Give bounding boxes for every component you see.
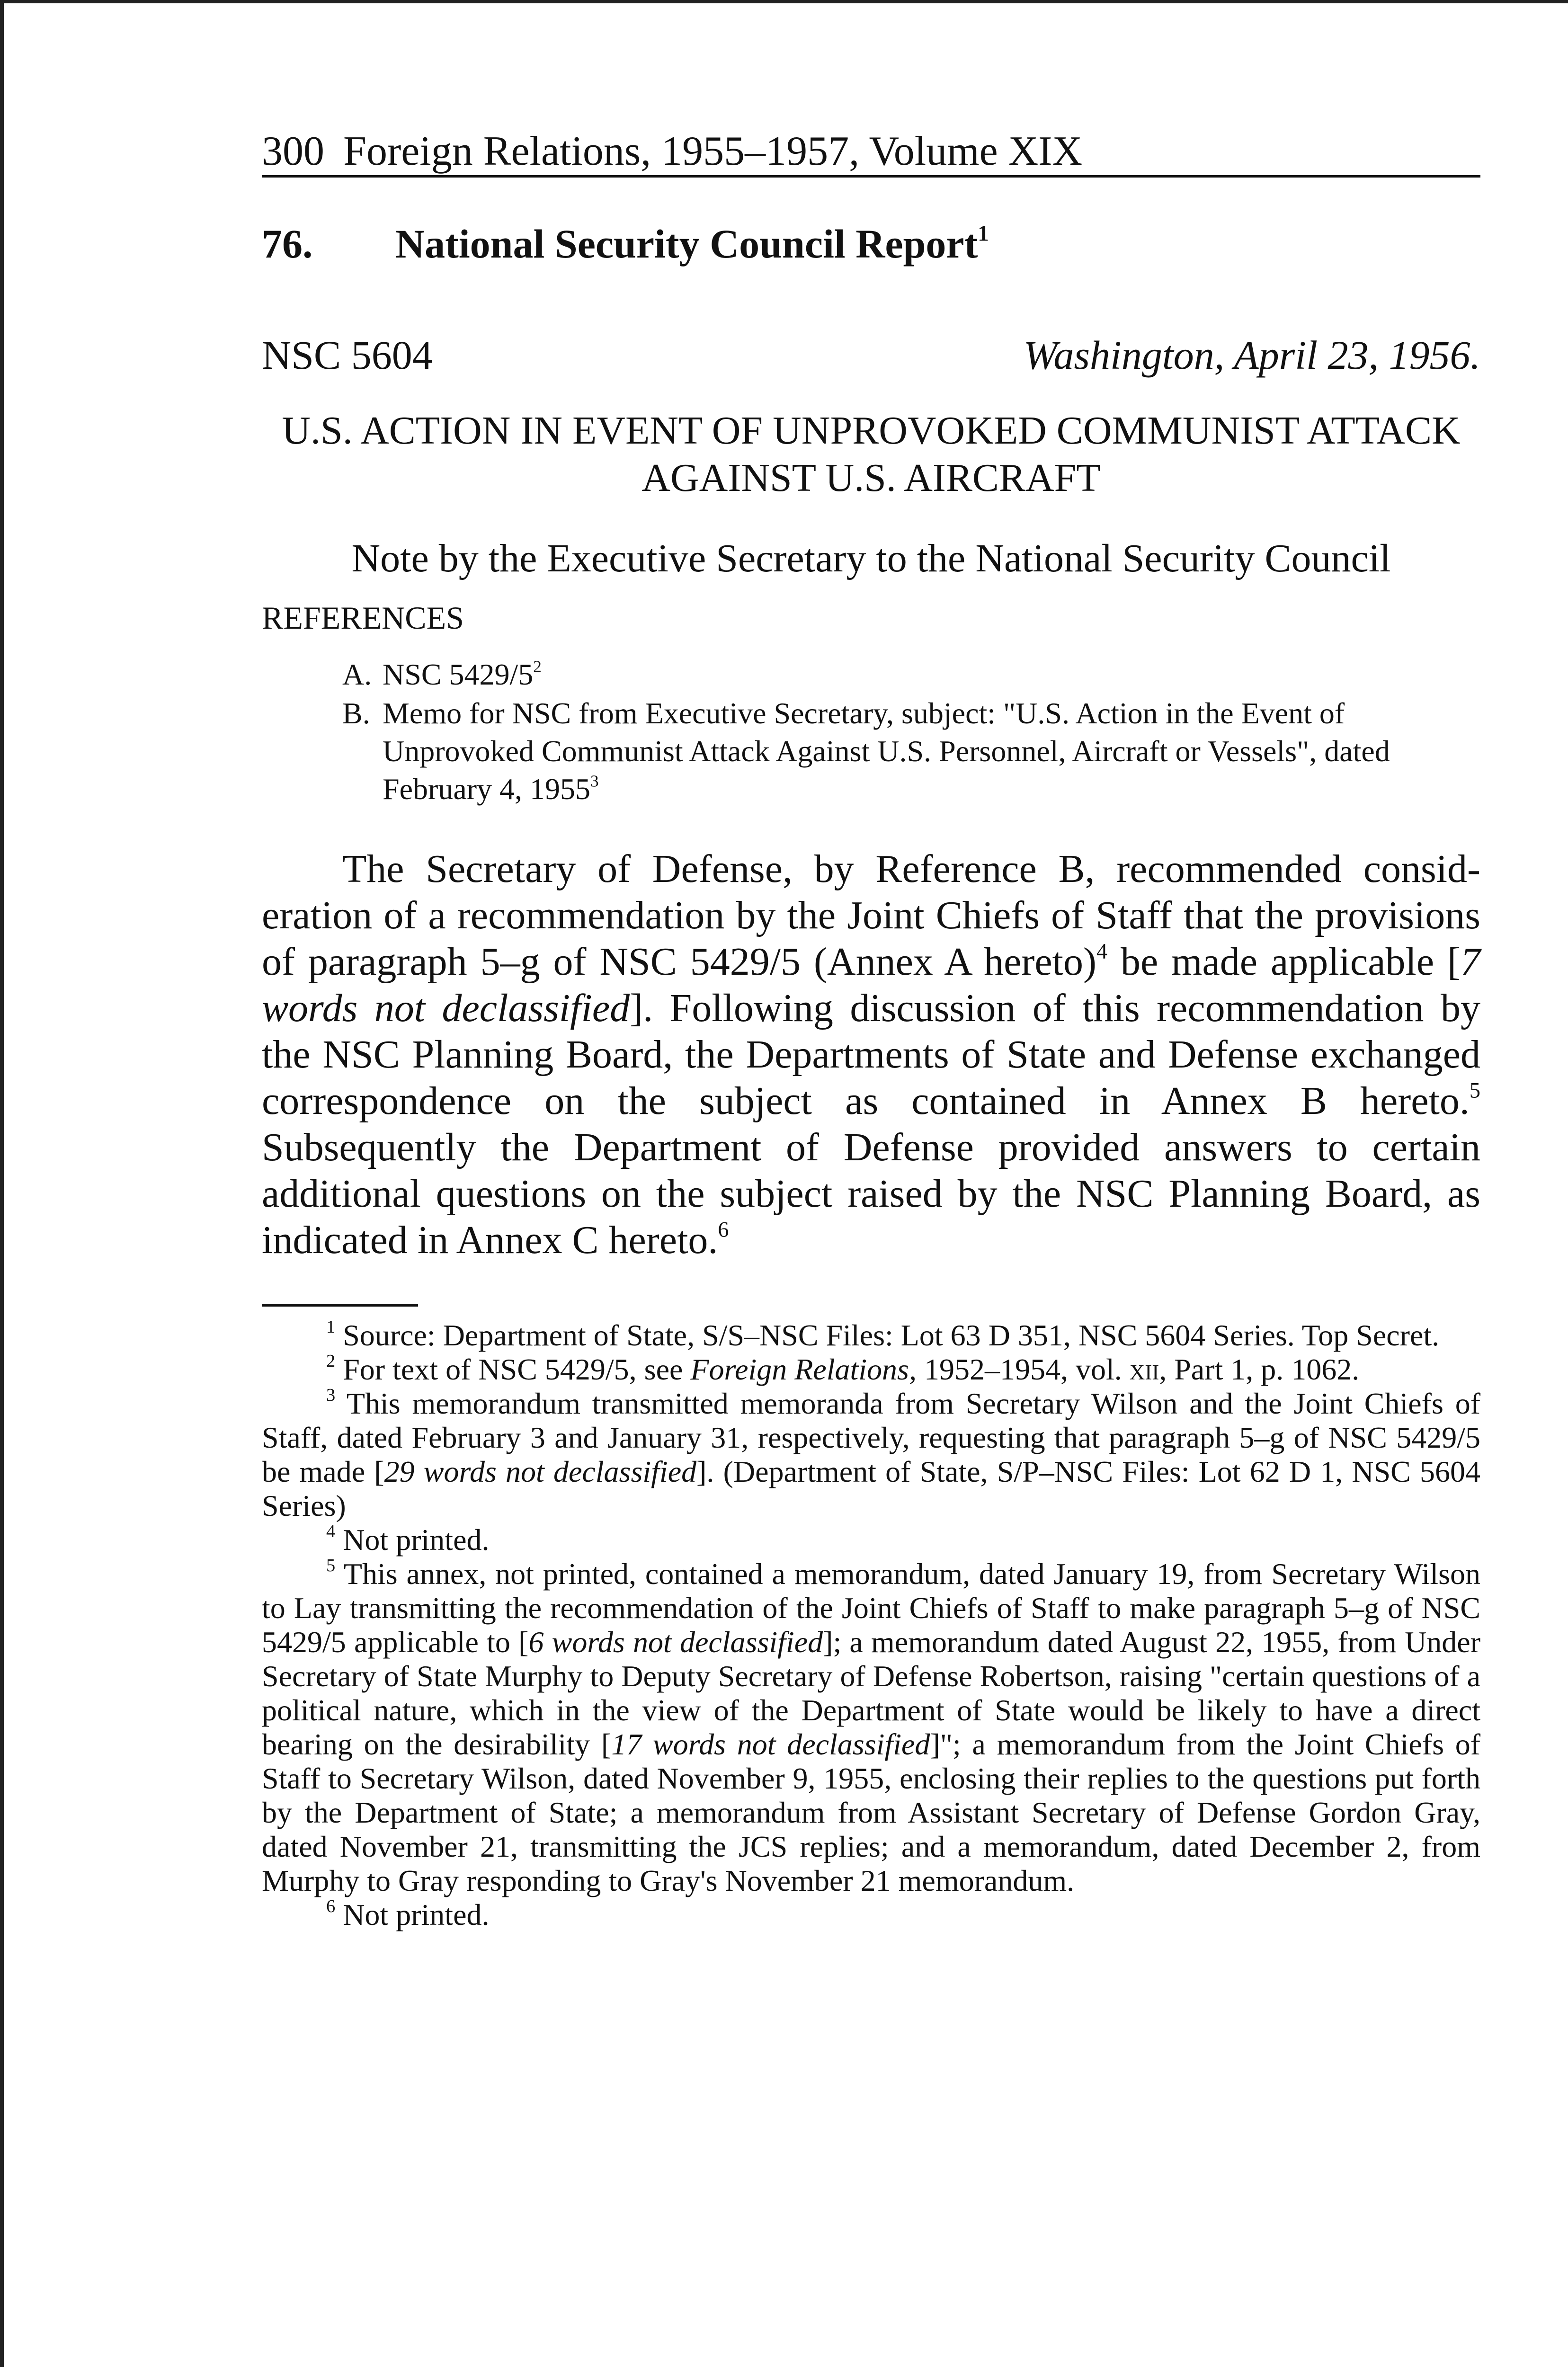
footnote-3 [262, 1387, 1480, 1523]
body-paragraph [262, 846, 1480, 1264]
footnote-5 [262, 1557, 1480, 1898]
footnote-text: This memorandum transmitted memoranda from Secretary Wilson and the Joint Chiefs of Staff, dated February 3 and January 31, respectively, requesting that paragraph 5–g of NSC 5429/5 be made [ [262, 1387, 1481, 1488]
footnote-italic: Foreign Relations, [690, 1353, 917, 1386]
footnote-ref-2: 2 [533, 657, 542, 676]
reference-text-body: Memo for NSC from Executive Secretary, subject: "U.S. Action in the Event of Unprovoked Communist Attack Against U.S. Personnel, Aircraft or Vessels", dated February 4, 1955 [383, 696, 1390, 806]
reference-text-body: NSC 5429/5 [383, 658, 534, 691]
page-number: 300 [262, 128, 324, 174]
footnote-mark: 4 [326, 1522, 336, 1542]
body-text-3: ]. Following discussion of this recommendation by the NSC Planning Board, the Departments of State and Defense exchanged correspondence on the subject as contained in Annex B hereto. [262, 986, 1480, 1123]
footnotes [262, 1318, 1480, 1932]
footnote-italic: 29 words not declassified [384, 1455, 697, 1488]
body-text-4: Subsequently the Department of Defense provided answers to certain additional questions on the subject raised by the NSC Planning Board, as indicated in Annex C hereto. [262, 1125, 1480, 1262]
document-heading [262, 220, 1480, 267]
footnote-ref-5: 5 [1469, 1078, 1480, 1103]
footnote-text: ]"; a memorandum from the Joint Chiefs of Staff to Secretary Wilson, dated November 9, 1955, enclosing their replies to the questions put forth by the Department of State; a memorandum from Assistant Secretary of Defense Gordon Gray, dated November 21, transmitting the JCS replies; and a memorandum, dated December 2, from Murphy to Gray responding to Gray's November 21 memorandum. [262, 1727, 1481, 1897]
footnote-ref-1: 1 [978, 221, 989, 246]
dateline: Washington, April 23, 1956. [1023, 332, 1480, 378]
footnote-ref-6: 6 [718, 1217, 729, 1242]
document-title-text: National Security Council Report [395, 221, 978, 267]
footnote-mark: 2 [326, 1351, 336, 1371]
scan-edge-top [0, 0, 1568, 3]
reference-text [383, 656, 1480, 694]
document-page [262, 123, 1480, 1932]
running-head [262, 123, 1480, 178]
footnote-mark: 1 [326, 1317, 336, 1337]
footnote-text: ]; a memorandum dated August 22, 1955, from Under Secretary of State Murphy to Deputy Secretary of Defense Robertson, raising "certain questions of a political nature, which in the view of the Department of State would be likely to have a direct bearing on the desirability [ [262, 1625, 1481, 1761]
footnote-text: , Part 1, p. 1062. [1159, 1353, 1360, 1386]
footnote-mark: 5 [326, 1556, 336, 1576]
reference-letter: A. [342, 658, 372, 691]
reference-item [342, 656, 1480, 694]
body-redaction-note: 7 words not declassified [262, 940, 1480, 1030]
footnote-text: 1952–1954, vol. [916, 1353, 1130, 1386]
footnote-volume: xii [1129, 1353, 1159, 1386]
footnote-4 [262, 1523, 1480, 1557]
footnote-text: Not printed. [343, 1898, 490, 1931]
footnote-text: For text of NSC 5429/5, see [343, 1353, 691, 1386]
footnote-italic: 6 words not declassified [528, 1625, 823, 1659]
footnote-mark: 6 [326, 1896, 336, 1917]
footnote-italic: 17 words not declassified [611, 1727, 930, 1761]
document-meta [262, 331, 1480, 379]
subject-line-1: U.S. ACTION IN EVENT OF UNPROVOKED COMMUNIST ATTACK [282, 409, 1461, 453]
note-title: Note by the Executive Secretary to the National Security Council [351, 536, 1391, 580]
footnote-text: ]. (Department of State, S/P–NSC Files: Lot 62 D 1, NSC 5604 Series) [262, 1455, 1481, 1522]
reference-text [383, 694, 1480, 808]
reference-item [342, 694, 1480, 808]
body-text-2: be made applicable [ [1107, 940, 1461, 984]
footnote-text: This annex, not printed, contained a memorandum, dated January 19, from Secretary Wilson to Lay transmitting the recommendation of the Joint Chiefs of Staff to make paragraph 5–g of NSC 5429/5 applicable to [ [262, 1557, 1481, 1659]
footnote-mark: 3 [326, 1385, 336, 1406]
reference-letter: B. [342, 696, 370, 730]
footnote-2 [262, 1353, 1480, 1387]
publication-title: Foreign Relations, 1955–1957, Volume XIX [343, 128, 1083, 174]
footnote-text: Source: Department of State, S/S–NSC Files: Lot 63 D 351, NSC 5604 Series. Top Secret. [343, 1318, 1440, 1352]
footnote-ref-3: 3 [590, 772, 599, 791]
subject-heading [262, 407, 1480, 502]
subject-line-2: AGAINST U.S. AIRCRAFT [641, 456, 1101, 500]
footnote-6 [262, 1898, 1480, 1932]
scan-edge-left [0, 0, 4, 2367]
references-heading: REFERENCES [262, 600, 464, 636]
document-identifier: NSC 5604 [262, 332, 433, 378]
document-number: 76. [262, 221, 313, 267]
footnote-ref-4: 4 [1096, 939, 1108, 963]
footnote-text: Not printed. [343, 1523, 490, 1557]
body-text-1: The Secretary of Defense, by Reference B, recommended consideration of a recommendation by the Joint Chiefs of Staff that the provisions of paragraph 5–g of NSC 5429/5 (Annex A hereto) [262, 847, 1480, 984]
references-list [262, 656, 1480, 808]
document-title [395, 220, 989, 267]
footnote-1 [262, 1318, 1480, 1353]
footnote-divider [262, 1304, 418, 1307]
